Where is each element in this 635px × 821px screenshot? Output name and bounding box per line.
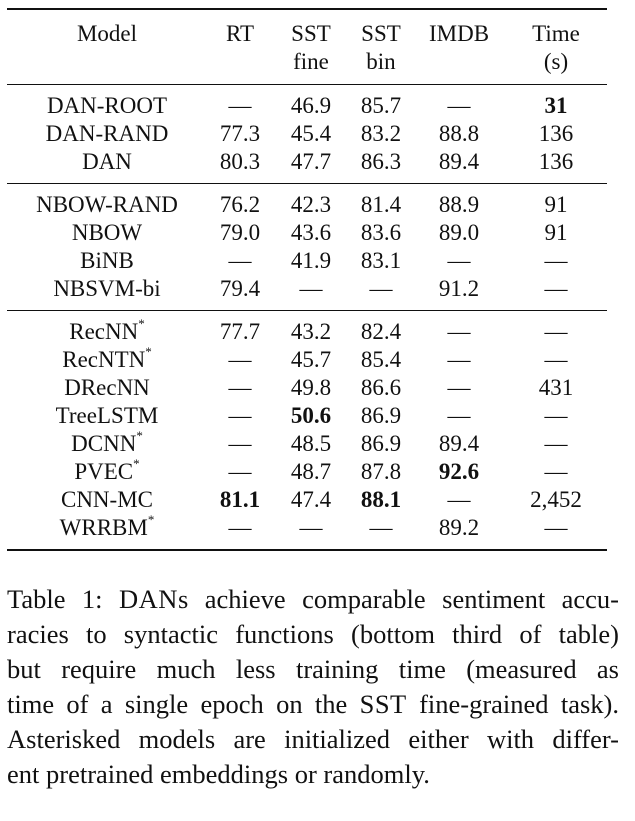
cell-sst-bin bbox=[349, 219, 413, 247]
cell-value: 88.9 bbox=[438, 192, 480, 217]
cell-sst-fine bbox=[273, 402, 349, 430]
cell-value: 47.4 bbox=[290, 487, 332, 512]
cell-model bbox=[7, 311, 207, 347]
cell-sst-bin bbox=[349, 458, 413, 486]
cell-time bbox=[505, 184, 607, 220]
caption-line bbox=[7, 722, 619, 757]
cell-rt bbox=[207, 311, 273, 347]
cell-sst-fine bbox=[273, 184, 349, 220]
cell-sst-fine bbox=[273, 247, 349, 275]
table-row bbox=[7, 514, 607, 550]
cell-value: — bbox=[228, 515, 252, 540]
cell-sst-fine bbox=[273, 311, 349, 347]
cell-value: 50.6 bbox=[290, 403, 332, 428]
table-row bbox=[7, 402, 607, 430]
asterisk-marker: * bbox=[138, 316, 145, 332]
cell-model bbox=[7, 85, 207, 121]
cell-time bbox=[505, 120, 607, 148]
cell-sst-bin bbox=[349, 430, 413, 458]
cell-value: — bbox=[544, 431, 568, 456]
cell-value: — bbox=[544, 347, 568, 372]
cell-value: — bbox=[228, 93, 252, 118]
column-header-model bbox=[7, 9, 207, 85]
cell-value: 43.6 bbox=[290, 220, 332, 245]
table-row bbox=[7, 247, 607, 275]
caption-small-caps: SST bbox=[359, 689, 407, 719]
cell-imdb bbox=[413, 247, 505, 275]
table-caption bbox=[7, 582, 619, 792]
cell-value: — bbox=[228, 375, 252, 400]
cell-rt bbox=[207, 458, 273, 486]
table-row bbox=[7, 184, 607, 220]
caption-text: ent pretrained embeddings or randomly. bbox=[7, 759, 430, 789]
cell-value: 82.4 bbox=[360, 319, 402, 344]
cell-time bbox=[505, 219, 607, 247]
asterisk-marker: * bbox=[136, 428, 143, 444]
cell-value: 41.9 bbox=[290, 248, 332, 273]
cell-imdb bbox=[413, 346, 505, 374]
cell-model bbox=[7, 402, 207, 430]
column-header-line-1: Model bbox=[76, 21, 138, 46]
cell-sst-bin bbox=[349, 85, 413, 121]
cell-value: 83.1 bbox=[360, 248, 402, 273]
table-row bbox=[7, 430, 607, 458]
table-row bbox=[7, 458, 607, 486]
cell-value: 91.2 bbox=[438, 276, 480, 301]
cell-model bbox=[7, 184, 207, 220]
cell-rt bbox=[207, 346, 273, 374]
results-table-container bbox=[7, 8, 607, 551]
cell-value: 91 bbox=[544, 192, 568, 217]
cell-value: 49.8 bbox=[290, 375, 332, 400]
caption-line bbox=[7, 652, 619, 687]
cell-sst-bin bbox=[349, 275, 413, 311]
cell-value: — bbox=[447, 347, 471, 372]
column-header-line-1: SST bbox=[291, 21, 331, 46]
cell-rt bbox=[207, 486, 273, 514]
cell-model bbox=[7, 486, 207, 514]
asterisk-marker: * bbox=[133, 456, 140, 472]
cell-model bbox=[7, 275, 207, 311]
cell-sst-bin bbox=[349, 148, 413, 184]
cell-sst-fine bbox=[273, 148, 349, 184]
model-name: NBOW bbox=[71, 220, 143, 245]
model-name: TreeLSTM bbox=[55, 403, 159, 428]
cell-imdb bbox=[413, 184, 505, 220]
table-row bbox=[7, 311, 607, 347]
model-name: DAN bbox=[82, 149, 132, 174]
cell-value: 85.4 bbox=[360, 347, 402, 372]
cell-sst-fine bbox=[273, 374, 349, 402]
cell-value: 76.2 bbox=[219, 192, 261, 217]
cell-imdb bbox=[413, 219, 505, 247]
cell-value: 31 bbox=[544, 93, 568, 118]
model-name: PVEC bbox=[74, 459, 134, 484]
cell-value: — bbox=[447, 319, 471, 344]
cell-sst-fine bbox=[273, 514, 349, 550]
cell-imdb bbox=[413, 514, 505, 550]
cell-imdb bbox=[413, 402, 505, 430]
cell-value: 88.1 bbox=[360, 487, 402, 512]
cell-value: 89.0 bbox=[438, 220, 480, 245]
cell-time bbox=[505, 148, 607, 184]
cell-value: — bbox=[544, 459, 568, 484]
table-group-2 bbox=[7, 184, 607, 311]
cell-value: 79.0 bbox=[219, 220, 261, 245]
cell-value: 81.1 bbox=[219, 487, 261, 512]
model-name: DAN-ROOT bbox=[46, 93, 168, 118]
cell-model bbox=[7, 247, 207, 275]
cell-value: 136 bbox=[538, 149, 574, 174]
cell-sst-bin bbox=[349, 311, 413, 347]
caption-line bbox=[7, 582, 619, 617]
cell-value: — bbox=[544, 319, 568, 344]
asterisk-marker: * bbox=[147, 512, 155, 528]
cell-time bbox=[505, 458, 607, 486]
cell-value: 136 bbox=[538, 121, 574, 146]
column-header-imdb bbox=[413, 9, 505, 85]
cell-sst-bin bbox=[349, 120, 413, 148]
cell-sst-fine bbox=[273, 120, 349, 148]
cell-time bbox=[505, 275, 607, 311]
cell-value: — bbox=[299, 515, 323, 540]
cell-imdb bbox=[413, 458, 505, 486]
table-row bbox=[7, 374, 607, 402]
cell-sst-bin bbox=[349, 514, 413, 550]
cell-value: 89.4 bbox=[438, 431, 480, 456]
cell-value: — bbox=[544, 248, 568, 273]
model-name: WRRBM bbox=[59, 515, 148, 540]
cell-value: 83.2 bbox=[360, 121, 402, 146]
cell-rt bbox=[207, 148, 273, 184]
cell-time bbox=[505, 247, 607, 275]
column-header-sst-fine bbox=[273, 9, 349, 85]
table-row bbox=[7, 219, 607, 247]
cell-value: 45.4 bbox=[290, 121, 332, 146]
cell-value: — bbox=[369, 276, 393, 301]
cell-time bbox=[505, 402, 607, 430]
cell-value: 92.6 bbox=[438, 459, 480, 484]
caption-text: racies to syntactic functions (bottom third of table) bbox=[7, 619, 619, 649]
cell-model bbox=[7, 514, 207, 550]
cell-value: 86.3 bbox=[360, 149, 402, 174]
cell-value: — bbox=[228, 248, 252, 273]
cell-value: 89.2 bbox=[438, 515, 480, 540]
cell-imdb bbox=[413, 85, 505, 121]
cell-rt bbox=[207, 247, 273, 275]
caption-text: time of a single epoch on the bbox=[7, 689, 360, 719]
caption-text: Table 1: bbox=[7, 584, 120, 614]
cell-value: — bbox=[447, 248, 471, 273]
cell-rt bbox=[207, 219, 273, 247]
cell-value: 85.7 bbox=[360, 93, 402, 118]
cell-sst-bin bbox=[349, 486, 413, 514]
cell-value: — bbox=[228, 347, 252, 372]
caption-text: Asterisked models are initialized either with differ- bbox=[7, 724, 619, 754]
table-row bbox=[7, 486, 607, 514]
cell-value: 48.5 bbox=[290, 431, 332, 456]
cell-time bbox=[505, 374, 607, 402]
cell-value: — bbox=[447, 375, 471, 400]
caption-text: but require much less training time (measured as bbox=[7, 654, 619, 684]
cell-model bbox=[7, 430, 207, 458]
cell-value: — bbox=[228, 431, 252, 456]
model-name: NBOW-RAND bbox=[36, 192, 178, 217]
table-row bbox=[7, 85, 607, 121]
cell-time bbox=[505, 85, 607, 121]
cell-value: 42.3 bbox=[290, 192, 332, 217]
cell-sst-fine bbox=[273, 275, 349, 311]
cell-value: 2,452 bbox=[530, 487, 582, 512]
cell-rt bbox=[207, 374, 273, 402]
cell-time bbox=[505, 514, 607, 550]
cell-sst-fine bbox=[273, 346, 349, 374]
cell-rt bbox=[207, 120, 273, 148]
cell-model bbox=[7, 346, 207, 374]
column-header-line-2: (s) bbox=[543, 49, 569, 74]
cell-value: 43.2 bbox=[290, 319, 332, 344]
column-header-time bbox=[505, 9, 607, 85]
model-name: BiNB bbox=[80, 248, 134, 273]
column-header-line-1: SST bbox=[361, 21, 401, 46]
cell-value: 88.8 bbox=[438, 121, 480, 146]
table-row bbox=[7, 275, 607, 311]
cell-value: 91 bbox=[544, 220, 568, 245]
asterisk-marker: * bbox=[145, 344, 152, 360]
cell-model bbox=[7, 374, 207, 402]
caption-line bbox=[7, 687, 619, 722]
cell-value: 80.3 bbox=[219, 149, 261, 174]
cell-sst-bin bbox=[349, 402, 413, 430]
cell-sst-bin bbox=[349, 184, 413, 220]
table-row bbox=[7, 120, 607, 148]
caption-text: fine-grained task). bbox=[406, 689, 619, 719]
table-row bbox=[7, 346, 607, 374]
cell-value: 83.6 bbox=[360, 220, 402, 245]
column-header-line-2: bin bbox=[366, 49, 396, 74]
cell-value: — bbox=[228, 403, 252, 428]
caption-small-caps: DAN bbox=[119, 584, 178, 614]
cell-imdb bbox=[413, 311, 505, 347]
cell-value: — bbox=[299, 276, 323, 301]
caption-line bbox=[7, 757, 619, 792]
cell-value: 77.7 bbox=[219, 319, 261, 344]
cell-model bbox=[7, 458, 207, 486]
model-name: NBSVM-bi bbox=[53, 276, 161, 301]
cell-imdb bbox=[413, 148, 505, 184]
column-header-sst-bin bbox=[349, 9, 413, 85]
cell-sst-bin bbox=[349, 374, 413, 402]
model-name: DAN-RAND bbox=[45, 121, 169, 146]
cell-sst-fine bbox=[273, 430, 349, 458]
cell-rt bbox=[207, 514, 273, 550]
table-group-3 bbox=[7, 311, 607, 551]
cell-rt bbox=[207, 430, 273, 458]
cell-imdb bbox=[413, 275, 505, 311]
cell-time bbox=[505, 486, 607, 514]
cell-value: 45.7 bbox=[290, 347, 332, 372]
caption-text: s achieve comparable sentiment accu- bbox=[177, 584, 619, 614]
model-name: DRecNN bbox=[64, 375, 150, 400]
cell-value: — bbox=[544, 515, 568, 540]
column-header-rt bbox=[207, 9, 273, 85]
cell-value: 46.9 bbox=[290, 93, 332, 118]
model-name: CNN-MC bbox=[60, 487, 153, 512]
column-header-line-1: IMDB bbox=[428, 21, 490, 46]
cell-rt bbox=[207, 402, 273, 430]
cell-value: 86.9 bbox=[360, 403, 402, 428]
column-header-line-2: fine bbox=[293, 49, 329, 74]
cell-value: — bbox=[544, 403, 568, 428]
cell-value: 431 bbox=[538, 375, 574, 400]
cell-value: 87.8 bbox=[360, 459, 402, 484]
cell-model bbox=[7, 148, 207, 184]
cell-sst-fine bbox=[273, 85, 349, 121]
cell-value: 77.3 bbox=[219, 121, 261, 146]
cell-value: 47.7 bbox=[290, 149, 332, 174]
results-table bbox=[7, 8, 607, 551]
cell-sst-fine bbox=[273, 486, 349, 514]
cell-sst-bin bbox=[349, 346, 413, 374]
cell-time bbox=[505, 346, 607, 374]
cell-sst-fine bbox=[273, 458, 349, 486]
cell-sst-fine bbox=[273, 219, 349, 247]
cell-time bbox=[505, 430, 607, 458]
column-header-line-1: Time bbox=[532, 21, 580, 46]
cell-value: — bbox=[369, 515, 393, 540]
cell-time bbox=[505, 311, 607, 347]
table-group-1 bbox=[7, 85, 607, 184]
cell-value: — bbox=[544, 276, 568, 301]
cell-imdb bbox=[413, 430, 505, 458]
cell-value: — bbox=[447, 403, 471, 428]
model-name: DCNN bbox=[71, 431, 137, 456]
cell-value: — bbox=[447, 93, 471, 118]
cell-value: 81.4 bbox=[360, 192, 402, 217]
cell-imdb bbox=[413, 374, 505, 402]
cell-rt bbox=[207, 275, 273, 311]
cell-model bbox=[7, 120, 207, 148]
cell-value: 86.6 bbox=[360, 375, 402, 400]
cell-rt bbox=[207, 85, 273, 121]
table-row bbox=[7, 148, 607, 184]
cell-value: 48.7 bbox=[290, 459, 332, 484]
cell-value: 86.9 bbox=[360, 431, 402, 456]
cell-imdb bbox=[413, 120, 505, 148]
model-name: RecNN bbox=[69, 319, 139, 344]
cell-value: — bbox=[228, 459, 252, 484]
cell-imdb bbox=[413, 486, 505, 514]
cell-value: 89.4 bbox=[438, 149, 480, 174]
table-header bbox=[7, 9, 607, 85]
cell-value: — bbox=[447, 487, 471, 512]
header-row bbox=[7, 9, 607, 85]
column-header-line-1: RT bbox=[225, 21, 254, 46]
model-name: RecNTN bbox=[62, 347, 146, 372]
caption-line bbox=[7, 617, 619, 652]
cell-model bbox=[7, 219, 207, 247]
cell-rt bbox=[207, 184, 273, 220]
cell-sst-bin bbox=[349, 247, 413, 275]
cell-value: 79.4 bbox=[219, 276, 261, 301]
